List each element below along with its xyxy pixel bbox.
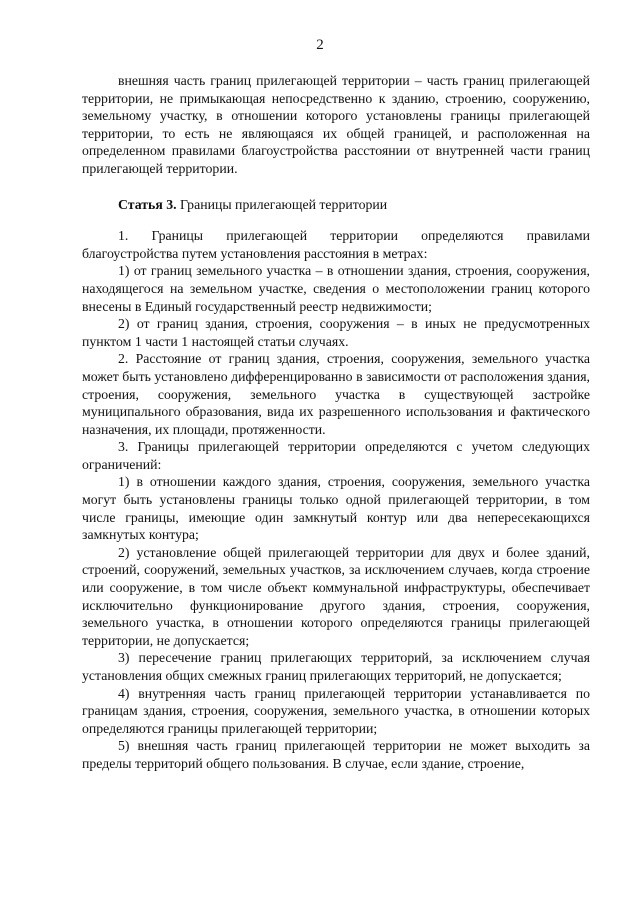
paragraph-part-1: 1. Границы прилегающей территории определяются правилами благоустройства путем установления расстояния в метрах: xyxy=(82,228,590,261)
paragraph-part-3-item-2: 2) установление общей прилегающей территории для двух и более зданий, строений, сооружений, земельных участков, за исключением случаев, когда строение или сооружение, в том числе объект коммунальной инфраструктуры, обеспечивает исключительно функционирование другого здания, строения, сооружения, земельного участка, в отношении которого определяются границы прилегающей территории, не допускается; xyxy=(82,544,590,648)
paragraph-part-1-item-2: 2) от границ здания, строения, сооружения – в иных не предусмотренных пунктом 1 части 1 настоящей статьи случаях. xyxy=(82,316,590,349)
paragraph-outer-boundary-definition: внешняя часть границ прилегающей территории – часть границ прилегающей территории, не примыкающая непосредственно к зданию, строению, сооружению, земельному участку, в отношении которого установлены границы прилегающей территории, то есть не являющаяся их общей границей, и расположенная на определенном правилами благоустройства расстоянии от внутренней части границ прилегающей территории. xyxy=(82,73,590,176)
paragraph-part-2: 2. Расстояние от границ здания, строения, сооружения, земельного участка может быть установлено дифференцированно в зависимости от расположения здания, строения, сооружения, земельного участка в существующей застройке муниципального образования, вида их разрешенного использования и фактического назначения, их площади, протяженности. xyxy=(82,351,590,437)
paragraph-part-3: 3. Границы прилегающей территории определяются с учетом следующих ограничений: xyxy=(82,439,590,472)
paragraph-part-3-item-4: 4) внутренняя часть границ прилегающей территории устанавливается по границам здания, строения, сооружения, земельного участка, в отношении которых определяются границы прилегающей территории; xyxy=(82,685,590,736)
paragraph-part-3-item-3: 3) пересечение границ прилегающих территорий, за исключением случая установления общих смежных границ прилегающих территорий, не допускается; xyxy=(82,650,590,683)
paragraph-part-1-item-1: 1) от границ земельного участка – в отношении здания, строения, сооружения, находящегося на земельном участке, сведения о местоположении границ которого внесены в Единый государственный реестр недвижимости; xyxy=(82,263,590,314)
paragraph-part-3-item-5: 5) внешняя часть границ прилегающей территории не может выходить за пределы территорий общего пользования. В случае, если здание, строение, xyxy=(82,738,590,771)
article-number: Статья 3. xyxy=(118,196,177,212)
paragraph-part-3-item-1: 1) в отношении каждого здания, строения, сооружения, земельного участка могут быть установлены границы только одной прилегающей территории, в том числе границы, имеющие один замкнутый контур или два непересекающихся замкнутых контура; xyxy=(82,474,590,543)
article-heading xyxy=(82,196,590,214)
page-number: 2 xyxy=(316,37,324,53)
article-title: Границы прилегающей территории xyxy=(176,196,388,212)
document-body xyxy=(82,72,590,773)
